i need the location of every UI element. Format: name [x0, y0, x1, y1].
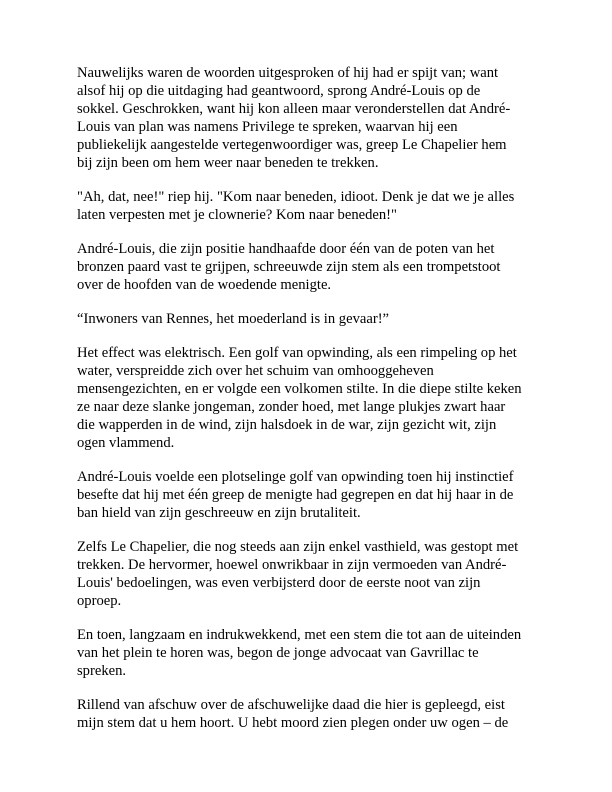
text-line: water, verspreidde zich over het schuim van omhooggeheven: [77, 363, 434, 379]
text-line: die wapperden in de wind, zijn halsdoek in de war, zijn gezicht wit, zijn: [77, 417, 497, 433]
text-line: besefte dat hij met één greep de menigte had gegrepen en dat hij haar in de: [77, 487, 514, 503]
text-line: ban hield van zijn geschreeuw en zijn brutaliteit.: [77, 505, 361, 521]
paragraph: [77, 64, 547, 172]
text-line: over de hoofden van de woedende menigte.: [77, 277, 332, 293]
text-line: Zelfs Le Chapelier, die nog steeds aan zijn enkel vasthield, was gestopt met: [77, 539, 519, 555]
paragraph: [77, 696, 547, 732]
text-line: mensengezichten, en er volgde een volkomen stilte. In die diepe stilte keken: [77, 381, 522, 397]
text-line: bij zijn been om hem weer naar beneden te trekken.: [77, 155, 379, 171]
text-line: sokkel. Geschrokken, want hij kon alleen maar veronderstellen dat André-: [77, 101, 511, 117]
text-line: spreken.: [77, 663, 127, 679]
text-line: En toen, langzaam en indrukwekkend, met een stem die tot aan de uiteinden: [77, 627, 522, 643]
text-line: ze naar deze slanke jongeman, zonder hoed, met lange plukjes zwart haar: [77, 399, 506, 415]
text-line: laten verpesten met je clownerie? Kom naar beneden!": [77, 207, 397, 223]
text-line: Nauwelijks waren de woorden uitgesproken of hij had er spijt van; want: [77, 65, 499, 81]
text-line: alsof hij op die uitdaging had geantwoord, sprong André-Louis op de: [77, 83, 481, 99]
text-line: "Ah, dat, nee!" riep hij. "Kom naar beneden, idioot. Denk je dat we je alles: [77, 189, 515, 205]
paragraph: [77, 188, 547, 224]
text-line: Rillend van afschuw over de afschuwelijke daad die hier is gepleegd, eist: [77, 697, 505, 713]
paragraph: [77, 310, 547, 328]
text-line: oproep.: [77, 593, 122, 609]
paragraph: [77, 626, 547, 680]
paragraph: [77, 468, 547, 522]
document-body: [77, 64, 547, 748]
paragraph: [77, 240, 547, 294]
text-line: bronzen paard vast te grijpen, schreeuwde zijn stem als een trompetstoot: [77, 259, 501, 275]
text-line: Het effect was elektrisch. Een golf van opwinding, als een rimpeling op het: [77, 345, 517, 361]
text-line: Louis' bedoelingen, was even verbijsterd door de eerste noot van zijn: [77, 575, 481, 591]
text-line: trekken. De hervormer, hoewel onwrikbaar in zijn vermoeden van André-: [77, 557, 507, 573]
text-line: mijn stem dat u hem hoort. U hebt moord zien plegen onder uw ogen – de: [77, 715, 509, 731]
text-line: ogen vlammend.: [77, 435, 175, 451]
text-line: van het plein te horen was, begon de jonge advocaat van Gavrillac te: [77, 645, 479, 661]
text-line: publiekelijk aangestelde vertegenwoordiger was, greep Le Chapelier hem: [77, 137, 507, 153]
text-line: André-Louis, die zijn positie handhaafde door één van de poten van het: [77, 241, 495, 257]
paragraph: [77, 538, 547, 610]
text-line: “Inwoners van Rennes, het moederland is in gevaar!”: [77, 311, 390, 327]
paragraph: [77, 344, 547, 452]
text-line: André-Louis voelde een plotselinge golf van opwinding toen hij instinctief: [77, 469, 514, 485]
text-line: Louis van plan was namens Privilege te spreken, waarvan hij een: [77, 119, 458, 135]
